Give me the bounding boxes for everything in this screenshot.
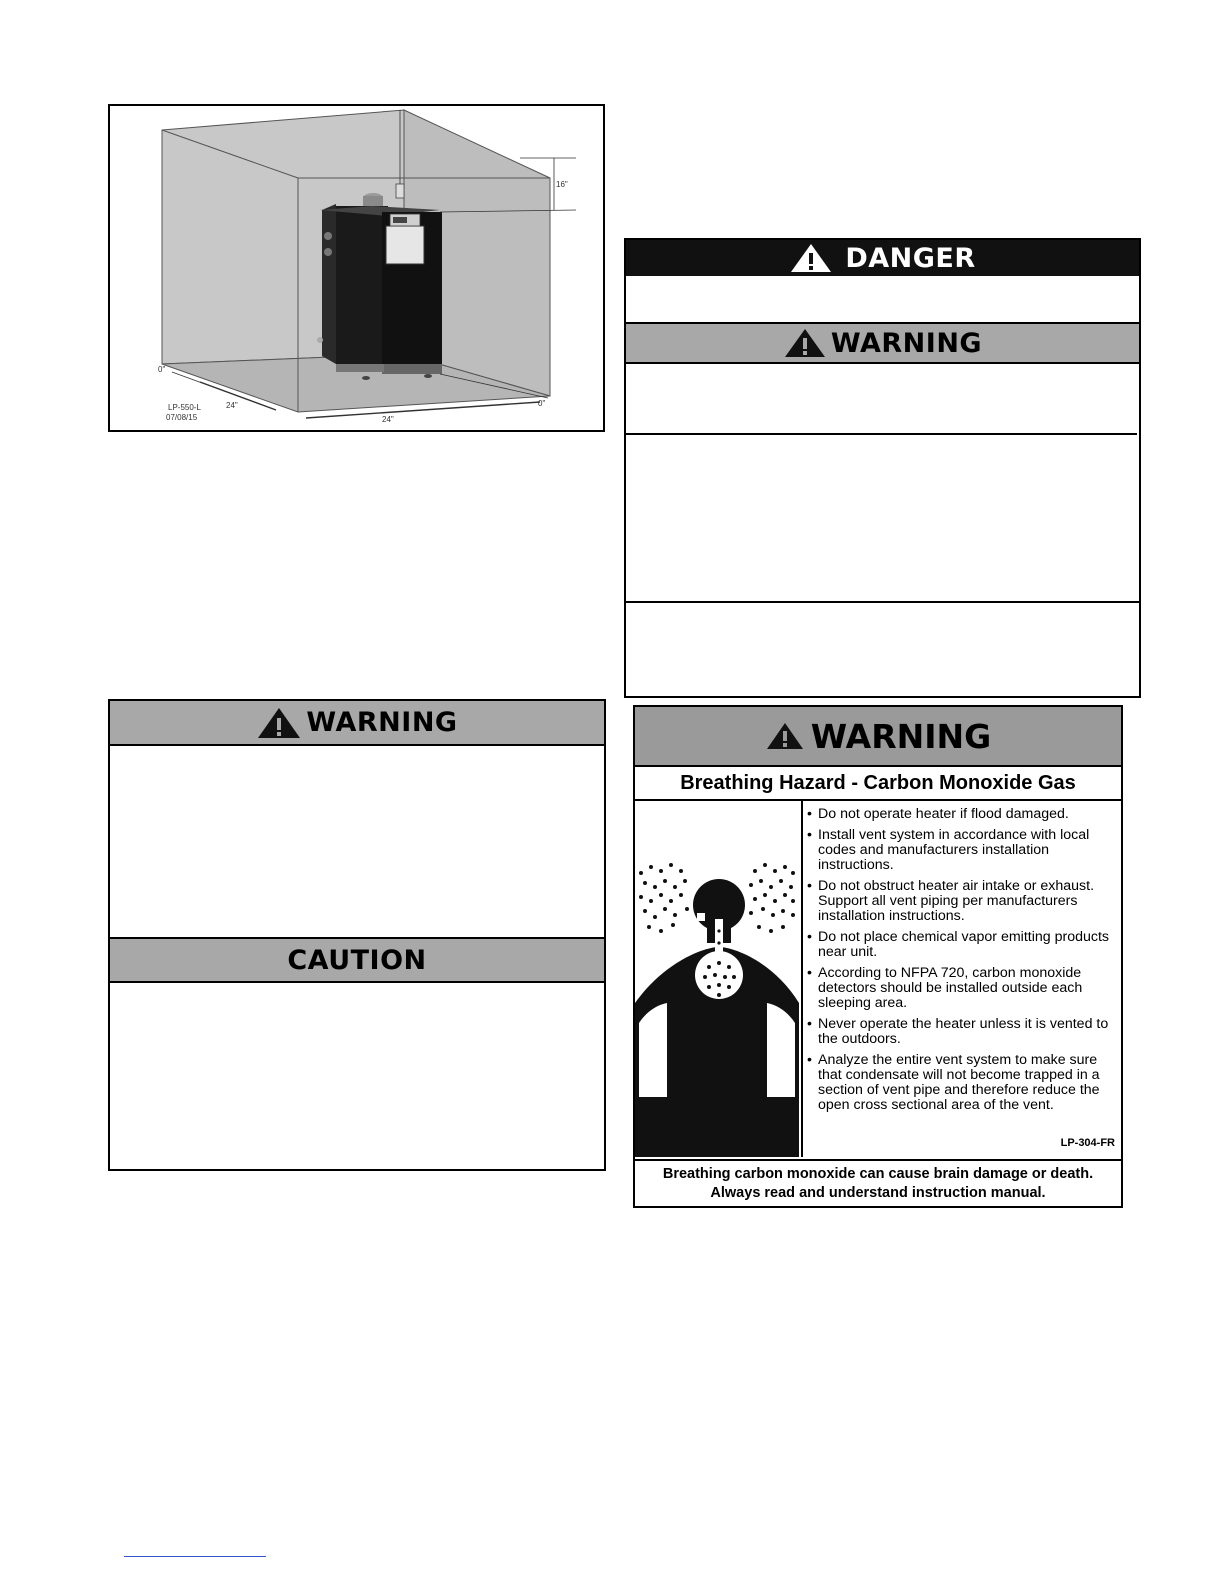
clearance-diagram [110,106,603,430]
warning-triangle-icon [256,706,302,740]
list-item: • Never operate the heater unless it is vented to the outdoors. [807,1017,1123,1047]
caution-header [110,939,604,983]
figure-date: 07/08/15 [166,413,198,422]
list-item: • Install vent system in accordance with local codes and manufacturers installation instructions. [807,828,1123,873]
danger-header [626,240,1139,276]
warning-header [626,324,1139,364]
list-item: • According to NFPA 720, carbon monoxide detectors should be installed outside each sleeping area. [807,966,1123,1011]
co-warning-label-text: WARNING [810,716,992,756]
co-warning-list [807,807,1123,1119]
divider [626,601,1139,603]
co-label-code: LP-304-FR [1060,1137,1115,1149]
list-item: • Do not operate heater if flood damaged. [807,807,1123,822]
dim-front-width: 24" [382,415,394,424]
breathing-hazard-pictogram [635,801,803,1157]
warning-triangle-icon [789,242,833,274]
footer-link-underline [124,1556,266,1557]
warning-label: WARNING [306,707,458,738]
caution-label: CAUTION [287,944,427,976]
clearance-figure [108,104,605,432]
dim-right-zero: 0" [538,399,546,408]
co-label-footer [635,1159,1121,1206]
danger-label: DANGER [845,242,976,274]
list-item: • Analyze the entire vent system to make sure that condensate will not become trapped in a section of vent pipe and therefore reduce the open cross sectional area of the vent. [807,1053,1123,1113]
dim-left-zero: 0" [158,365,166,374]
co-footer-line2: Always read and understand instruction manual. [710,1185,1046,1201]
divider [626,433,1137,435]
warning-caution-box [108,699,606,1171]
danger-warning-box [624,238,1141,698]
warning-header [110,701,604,746]
co-warning-label [633,705,1123,1208]
list-item: • Do not obstruct heater air intake or exhaust. Support all vent piping per manufacturers installation instructions. [807,879,1123,924]
dim-left-depth: 24" [226,401,238,410]
list-item: • Do not place chemical vapor emitting products near unit. [807,930,1123,960]
warning-triangle-icon [783,327,827,359]
co-subtitle: Breathing Hazard - Carbon Monoxide Gas [635,767,1121,801]
figure-code: LP-550-L [168,403,201,412]
heater-illustration [317,184,442,380]
dim-top-label: 16" [556,180,568,189]
warning-triangle-icon [765,721,805,751]
co-warning-header [635,707,1121,767]
person-inhaling-gas-icon [635,801,799,1157]
co-footer-line1: Breathing carbon monoxide can cause brain damage or death. [662,1166,1094,1182]
warning-label: WARNING [830,327,983,359]
